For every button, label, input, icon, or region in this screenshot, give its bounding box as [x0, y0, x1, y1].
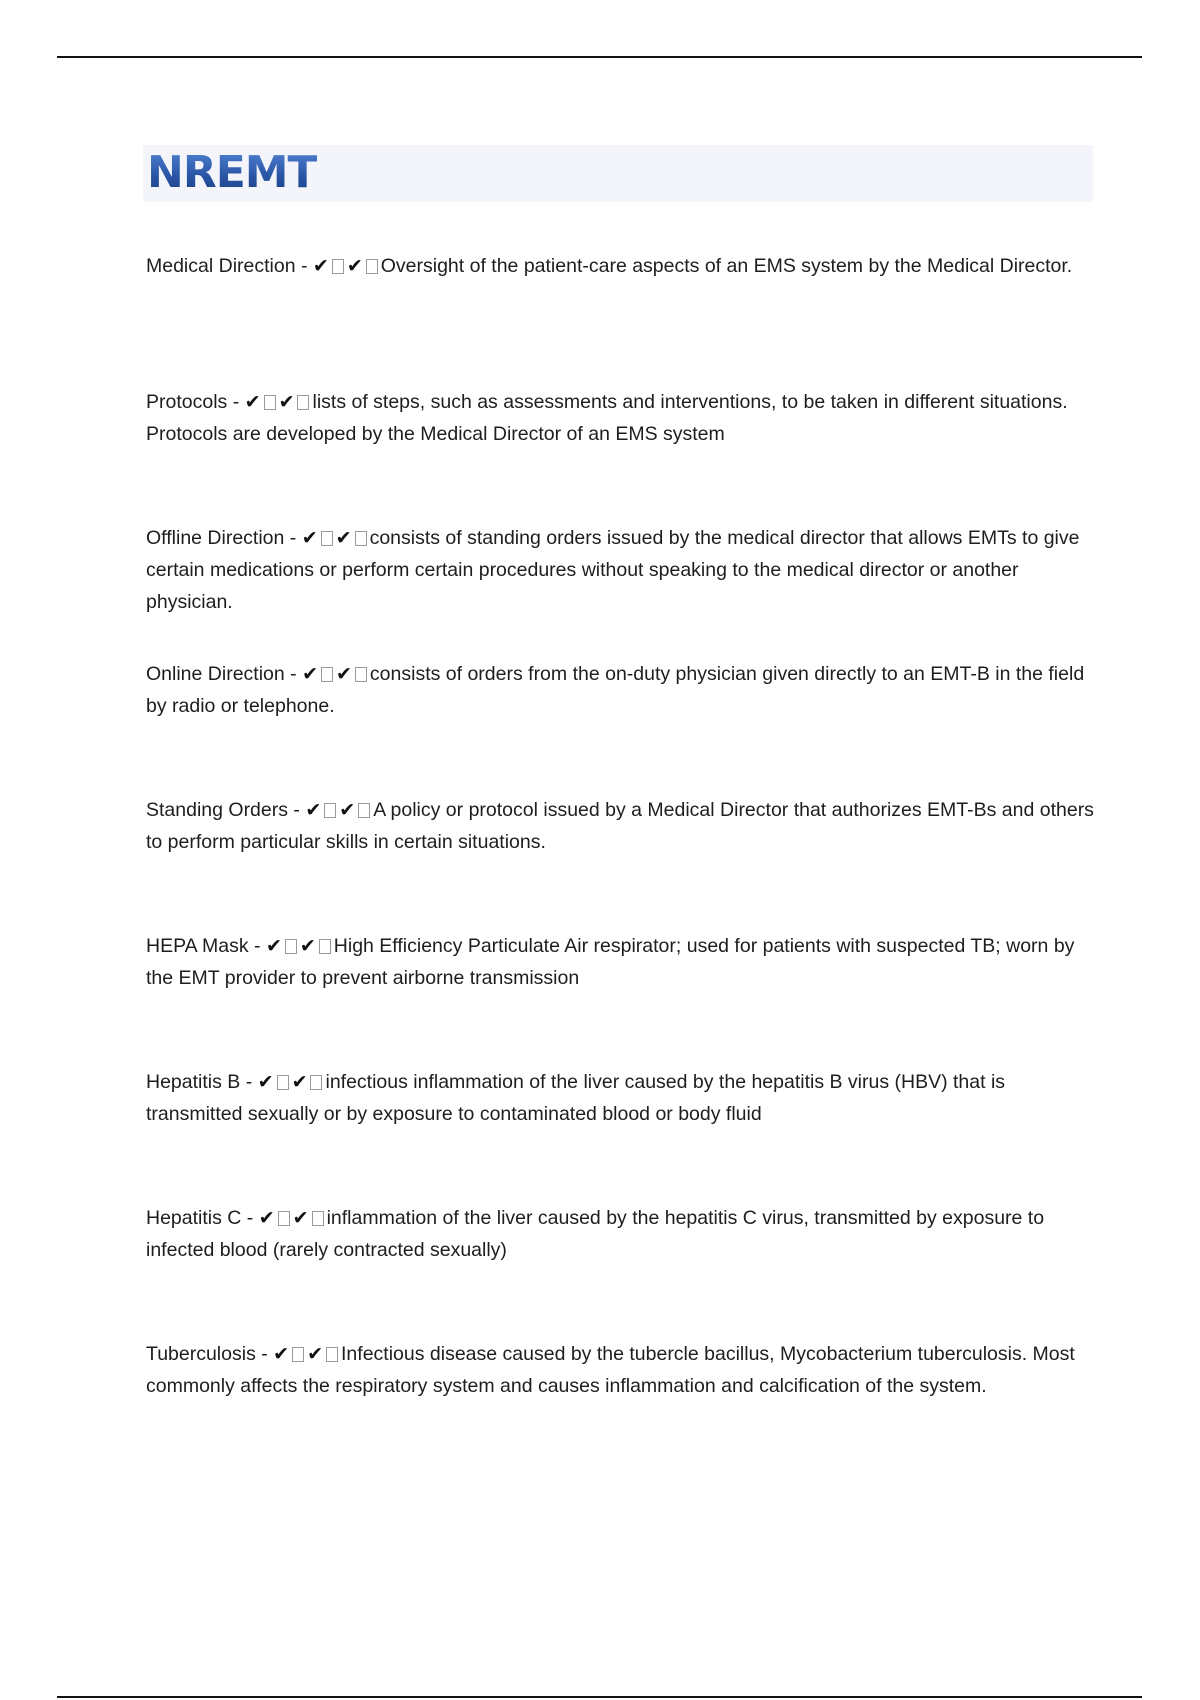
placeholder-box-icon — [277, 1075, 289, 1090]
placeholder-box-icon — [285, 939, 297, 954]
entry-separator: - — [248, 935, 266, 957]
placeholder-box-icon — [324, 803, 336, 818]
check-icon: ✔ — [302, 663, 318, 685]
check-icon: ✔ — [244, 391, 261, 413]
check-icon: ✔ — [273, 1343, 290, 1365]
placeholder-box-icon — [278, 1211, 290, 1226]
placeholder-box-icon — [355, 667, 367, 682]
check-icon: ✔ — [307, 1343, 324, 1365]
flashcard-entry — [146, 1066, 1096, 1202]
entry-term: Medical Direction — [146, 255, 296, 277]
check-icon: ✔ — [336, 663, 352, 685]
check-icon: ✔ — [291, 1071, 308, 1093]
flashcard-list — [146, 250, 1096, 1474]
check-icon: ✔ — [339, 799, 356, 821]
flashcard-entry — [146, 250, 1096, 386]
placeholder-box-icon — [326, 1347, 338, 1362]
entry-definition: Infectious disease caused by the tubercle bacillus, Mycobacterium tuberculosis. Most commonly affects the respiratory system and causes inflammation and calcification of the system. — [146, 1343, 1075, 1397]
entry-term: HEPA Mask — [146, 935, 249, 957]
flashcard-entry — [146, 386, 1096, 522]
entry-term: Protocols — [146, 391, 228, 413]
placeholder-box-icon — [355, 531, 367, 546]
placeholder-box-icon — [310, 1075, 322, 1090]
placeholder-box-icon — [321, 667, 333, 682]
entry-term: Hepatitis B — [146, 1071, 241, 1093]
flashcard-entry — [146, 522, 1096, 658]
check-icon: ✔ — [258, 1207, 275, 1229]
placeholder-box-icon — [297, 395, 309, 410]
placeholder-box-icon — [332, 259, 344, 274]
entry-term: Offline Direction — [146, 527, 285, 549]
flashcard-entry — [146, 1202, 1096, 1338]
entry-term: Standing Orders — [146, 799, 288, 821]
check-icon: ✔ — [335, 527, 352, 549]
entry-separator: - — [284, 663, 303, 685]
top-rule — [57, 56, 1142, 58]
entry-definition: lists of steps, such as assessments and interventions, to be taken in different situations. Protocols are developed by the Medical Director of an EMS system — [146, 391, 1068, 445]
check-icon: ✔ — [265, 935, 282, 957]
entry-term: Online Direction — [146, 663, 285, 685]
check-icon: ✔ — [305, 799, 322, 821]
entry-separator: - — [227, 391, 245, 413]
entry-definition: consists of orders from the on-duty physician given directly to an EMT-B in the field by radio or telephone. — [146, 663, 1085, 717]
placeholder-box-icon — [264, 395, 276, 410]
placeholder-box-icon — [292, 1347, 304, 1362]
flashcard-entry — [146, 1338, 1096, 1474]
entry-separator: - — [240, 1071, 258, 1093]
check-icon: ✔ — [346, 255, 363, 277]
entry-separator: - — [255, 1343, 274, 1365]
entry-term: Tuberculosis — [146, 1343, 256, 1365]
title-banner — [143, 145, 1093, 202]
check-icon: ✔ — [257, 1071, 274, 1093]
placeholder-box-icon — [312, 1211, 324, 1226]
entry-term: Hepatitis C — [146, 1207, 242, 1229]
check-icon: ✔ — [312, 255, 329, 277]
check-icon: ✔ — [278, 391, 295, 413]
entry-separator: - — [288, 799, 306, 821]
flashcard-entry — [146, 658, 1096, 794]
bottom-rule — [57, 1696, 1142, 1698]
entry-separator: - — [295, 255, 313, 277]
placeholder-box-icon — [321, 531, 333, 546]
entry-definition: Oversight of the patient-care aspects of an EMS system by the Medical Director. — [380, 255, 1073, 277]
entry-definition: High Efficiency Particulate Air respirator; used for patients with suspected TB; worn by the EMT provider to prevent airborne transmission — [146, 935, 1075, 989]
check-icon: ✔ — [299, 935, 316, 957]
entry-separator: - — [284, 527, 302, 549]
placeholder-box-icon — [358, 803, 370, 818]
entry-definition: infectious inflammation of the liver caused by the hepatitis B virus (HBV) that is transmitted sexually or by exposure to contaminated blood or body fluid — [146, 1071, 1006, 1125]
placeholder-box-icon — [319, 939, 331, 954]
flashcard-entry — [146, 930, 1096, 1066]
placeholder-box-icon — [366, 259, 378, 274]
check-icon: ✔ — [292, 1207, 309, 1229]
document-title: NREMT — [147, 147, 317, 198]
entry-definition: consists of standing orders issued by the medical director that allows EMTs to give certain medications or perform certain procedures without speaking to the medical director or another physician. — [146, 527, 1080, 613]
entry-definition: inflammation of the liver caused by the hepatitis C virus, transmitted by exposure to infected blood (rarely contracted sexually) — [146, 1207, 1045, 1261]
entry-definition: A policy or protocol issued by a Medical Director that authorizes EMT-Bs and others to perform particular skills in certain situations. — [146, 799, 1094, 853]
flashcard-entry — [146, 794, 1096, 930]
check-icon: ✔ — [301, 527, 318, 549]
entry-separator: - — [241, 1207, 259, 1229]
